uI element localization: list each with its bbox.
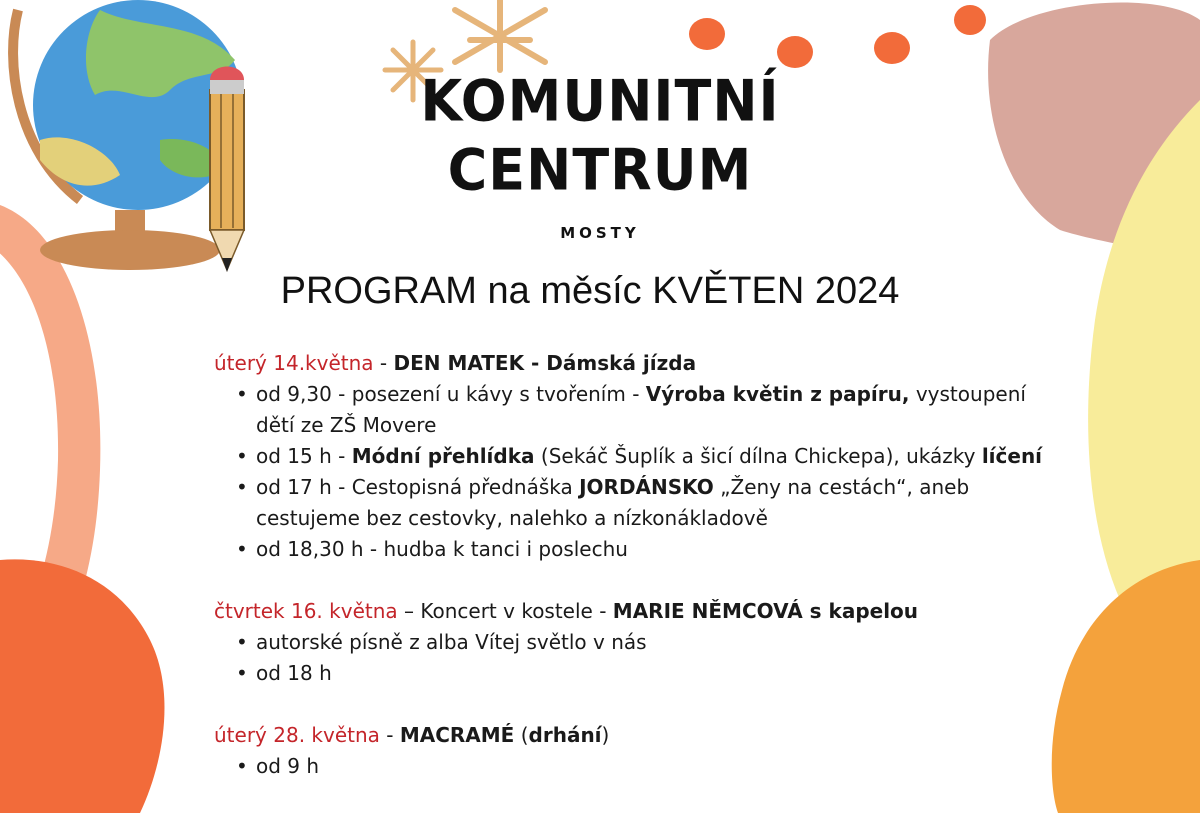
event-3 bbox=[214, 720, 1054, 782]
event-heading bbox=[214, 348, 1054, 379]
event-date: čtvrtek 16. května bbox=[214, 599, 398, 623]
list-item bbox=[256, 658, 1054, 689]
light-orange-blob-shape bbox=[1052, 560, 1200, 813]
event-1 bbox=[214, 348, 1054, 565]
event-title: MACRAMÉ bbox=[399, 723, 515, 747]
item-bold-text: JORDÁNSKO bbox=[579, 475, 714, 499]
event-separator: – Koncert v kostele - bbox=[397, 599, 613, 623]
event-title-tail-bold: drhání bbox=[528, 723, 602, 747]
dot-shape bbox=[777, 36, 813, 68]
event-heading bbox=[214, 720, 1054, 751]
star-shape bbox=[455, 0, 545, 70]
item-bold-text: Výroba květin z papíru, bbox=[645, 382, 910, 406]
center-subtitle: MOSTY bbox=[560, 224, 640, 242]
item-text: (Sekáč Šuplík a šicí dílna Chickepa), ukázky bbox=[534, 444, 982, 468]
event-details bbox=[214, 751, 1054, 782]
list-item bbox=[256, 472, 1054, 534]
event-separator: - bbox=[373, 351, 394, 375]
item-text: od 15 h - bbox=[256, 444, 352, 468]
dot-shape bbox=[874, 32, 910, 64]
event-list bbox=[214, 348, 1054, 813]
dot-shape bbox=[954, 5, 986, 35]
item-bold-text: líčení bbox=[981, 444, 1043, 468]
item-text: vystoupení dětí ze ZŠ Movere bbox=[256, 382, 1026, 437]
list-item bbox=[256, 441, 1054, 472]
title-line-1: KOMUNITNÍ bbox=[420, 67, 780, 134]
item-text: od 9,30 - posezení u kávy s tvořením - bbox=[256, 382, 646, 406]
event-date: úterý 28. května bbox=[214, 723, 380, 747]
event-title: DEN MATEK - Dámská jízda bbox=[393, 351, 697, 375]
item-text: od 9 h bbox=[256, 754, 320, 778]
event-title-tail: ) bbox=[601, 723, 610, 747]
globe-illustration bbox=[13, 0, 243, 270]
event-2 bbox=[214, 596, 1054, 689]
center-title bbox=[300, 67, 900, 206]
list-item bbox=[256, 627, 1054, 658]
event-separator: - bbox=[379, 723, 400, 747]
program-title: PROGRAM na měsíc KVĚTEN 2024 bbox=[280, 270, 900, 312]
list-item bbox=[256, 534, 1054, 565]
item-text: od 17 h - Cestopisná přednáška bbox=[256, 475, 580, 499]
event-date: úterý 14.května bbox=[214, 351, 374, 375]
item-text: od 18 h bbox=[256, 661, 332, 685]
event-title-tail: ( bbox=[514, 723, 529, 747]
pencil-illustration bbox=[210, 67, 244, 273]
list-item bbox=[256, 751, 1054, 782]
dot-shape bbox=[689, 18, 725, 50]
item-text: „Ženy na cestách“, aneb cestujeme bez cestovky, nalehko a nízkonákladově bbox=[256, 475, 970, 530]
event-title: MARIE NĚMCOVÁ s kapelou bbox=[612, 599, 919, 623]
event-details bbox=[214, 627, 1054, 689]
item-text: autorské písně z alba Vítej světlo v nás bbox=[256, 630, 647, 654]
item-bold-text: Módní přehlídka bbox=[351, 444, 535, 468]
event-details bbox=[214, 379, 1054, 565]
orange-blob-shape bbox=[0, 559, 164, 813]
list-item bbox=[256, 379, 1054, 441]
event-heading bbox=[214, 596, 1054, 627]
item-text: od 18,30 h - hudba k tanci i poslechu bbox=[256, 537, 628, 561]
title-line-2: CENTRUM bbox=[447, 137, 753, 204]
